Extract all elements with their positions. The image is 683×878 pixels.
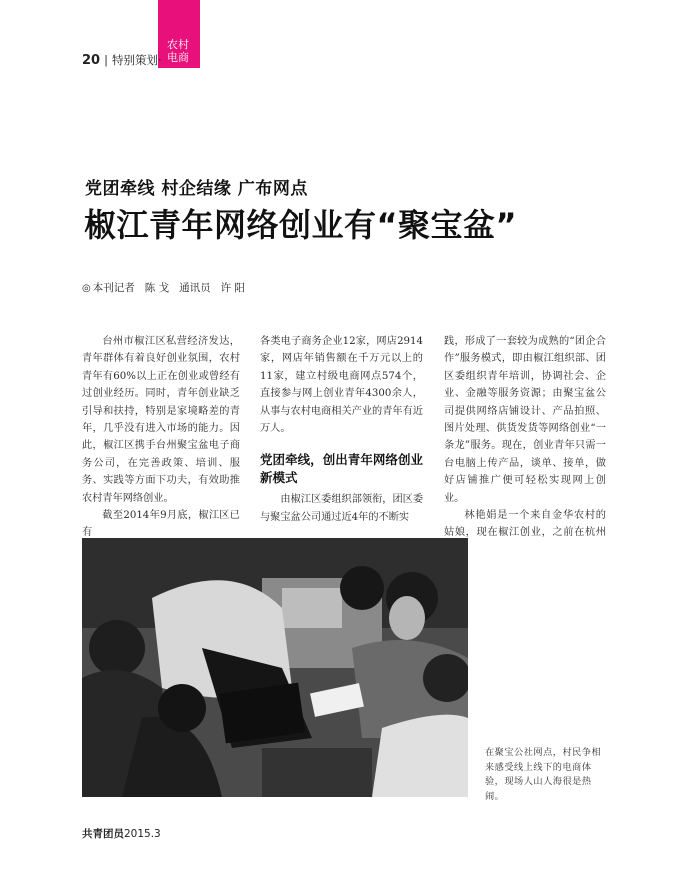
crowd-photo-image xyxy=(82,538,468,797)
paragraph-4: 林艳娟是一个来自金华农村的姑娘，现在椒江创业，之前在杭州 xyxy=(444,510,606,539)
paragraph-3-continued: 践，形成了一套较为成熟的“团企合作”服务模式，即由椒江组织部、团区委组织青年培训，协调社会、企业、金融等服务资源；由聚宝盆公司提供网络店铺设计、产品拍照、图片处理、供货发货等网络创业“一条龙”服务。现在，创业青年只需一台电脑上传产品，谈单、接单，做好店铺推广便可轻松实现网上创业。 xyxy=(444,336,606,504)
tab-label-line2: 电商 xyxy=(167,51,189,64)
page-header xyxy=(82,52,162,68)
text-column-2 xyxy=(260,333,423,526)
section-name: 特别策划 xyxy=(111,53,158,67)
paragraph-1: 台州市椒江区私营经济发达，青年群体有着良好创业氛围，农村青年有60%以上正在创业或曾经有过创业经历。同时，青年创业缺乏引导和扶持，特别是家境略差的青年，几乎没有进入市场的能力。因此，椒江区携手台州聚宝盆电子商务公司，在完善政策、培训、服务、实践等方面下功夫，有效助推农村青年网络创业。 xyxy=(82,336,240,504)
section-dot: · xyxy=(157,53,162,67)
article-photo xyxy=(82,538,468,797)
issue-number: 2015.3 xyxy=(124,828,161,840)
page-footer xyxy=(82,826,161,841)
byline xyxy=(82,280,245,295)
header-divider: | xyxy=(104,53,108,67)
article-subtitle: 党团牵线 村企结缘 广布网点 xyxy=(85,179,308,199)
reporter-role: 本刊记者 xyxy=(92,282,135,294)
byline-mark: ◎ xyxy=(82,283,91,294)
page-number: 20 xyxy=(82,53,101,68)
paragraph-2-continued: 各类电子商务企业12家，网店2914家，网店年销售额在千万元以上的11家，建立村级电商网点574个，直接参与网上创业青年4300余人，从事与农村电商相关产业的青年有近万人。 xyxy=(260,336,423,435)
article-title: 椒江青年网络创业有“聚宝盆” xyxy=(84,206,518,244)
paragraph-2: 截至2014年9月底，椒江区已有 xyxy=(82,510,240,539)
paragraph-3: 由椒江区委组织部领衔，团区委与聚宝盆公司通过近4年的不断实 xyxy=(260,494,424,523)
text-column-3 xyxy=(444,333,606,559)
tab-label-line1: 农村 xyxy=(167,38,189,51)
section-tab-label xyxy=(167,38,197,64)
correspondent-role: 通讯员 xyxy=(179,282,211,294)
text-column-1 xyxy=(82,333,240,542)
reporter-name: 陈 戈 xyxy=(144,282,170,294)
magazine-name: 共青团员 xyxy=(82,828,124,840)
section-heading: 党团牵线，创出青年网络创业新模式 xyxy=(260,452,423,486)
correspondent-name: 许 阳 xyxy=(220,282,245,294)
photo-caption: 在聚宝公社网点，村民争相来感受线上线下的电商体验，现场人山人海很是热闹。 xyxy=(485,747,602,802)
